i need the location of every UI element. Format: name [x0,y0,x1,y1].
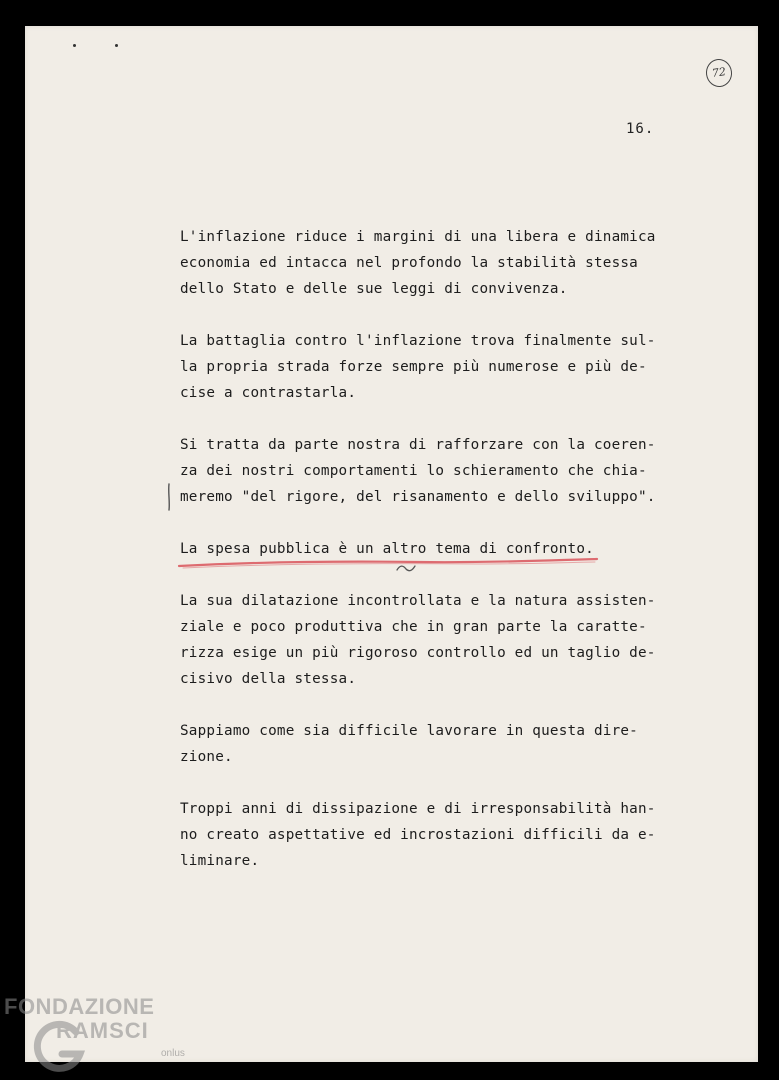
watermark-title: FONDAZIONE [4,994,155,1019]
paragraph-underlined: La spesa pubblica è un altro tema di confronto. [180,541,594,557]
paragraph: Si tratta da parte nostra di rafforzare con la coeren- za dei nostri comportamenti lo schieramento che chia- meremo "del rigore, del risanamento e dello sviluppo". [180,437,656,505]
document-page [25,26,758,1062]
punch-mark [73,44,76,47]
paragraph: La battaglia contro l'inflazione trova finalmente sul- la propria strada forze sempre più numerose e più de- cise a contrastarla. [180,333,656,401]
paragraph: L'inflazione riduce i margini di una libera e dinamica economia ed intacca nel profondo la stabilità stessa dello Stato e delle sue leggi di convivenza. [180,229,656,297]
page-number: 16. [626,121,655,137]
watermark-onlus: onlus [161,1048,185,1059]
punch-mark [115,44,118,47]
paragraph: Sappiamo come sia difficile lavorare in questa dire- zione. [180,723,638,765]
watermark-subtitle: RAMSCI [56,1018,149,1043]
paragraph: Troppi anni di dissipazione e di irresponsabilità han- no creato aspettative ed incrostazioni difficili da e- liminare. [180,801,656,869]
fondazione-gramsci-watermark [4,994,194,1076]
document-body [180,224,680,900]
paragraph: La sua dilatazione incontrollata e la natura assisten- ziale e poco produttiva che in gran parte la caratte- rizza esige un più rigoroso controllo ed un taglio de- cisivo della stessa. [180,593,656,687]
margin-pencil-mark [165,482,173,512]
archive-number-stamp: 72 [704,57,734,88]
